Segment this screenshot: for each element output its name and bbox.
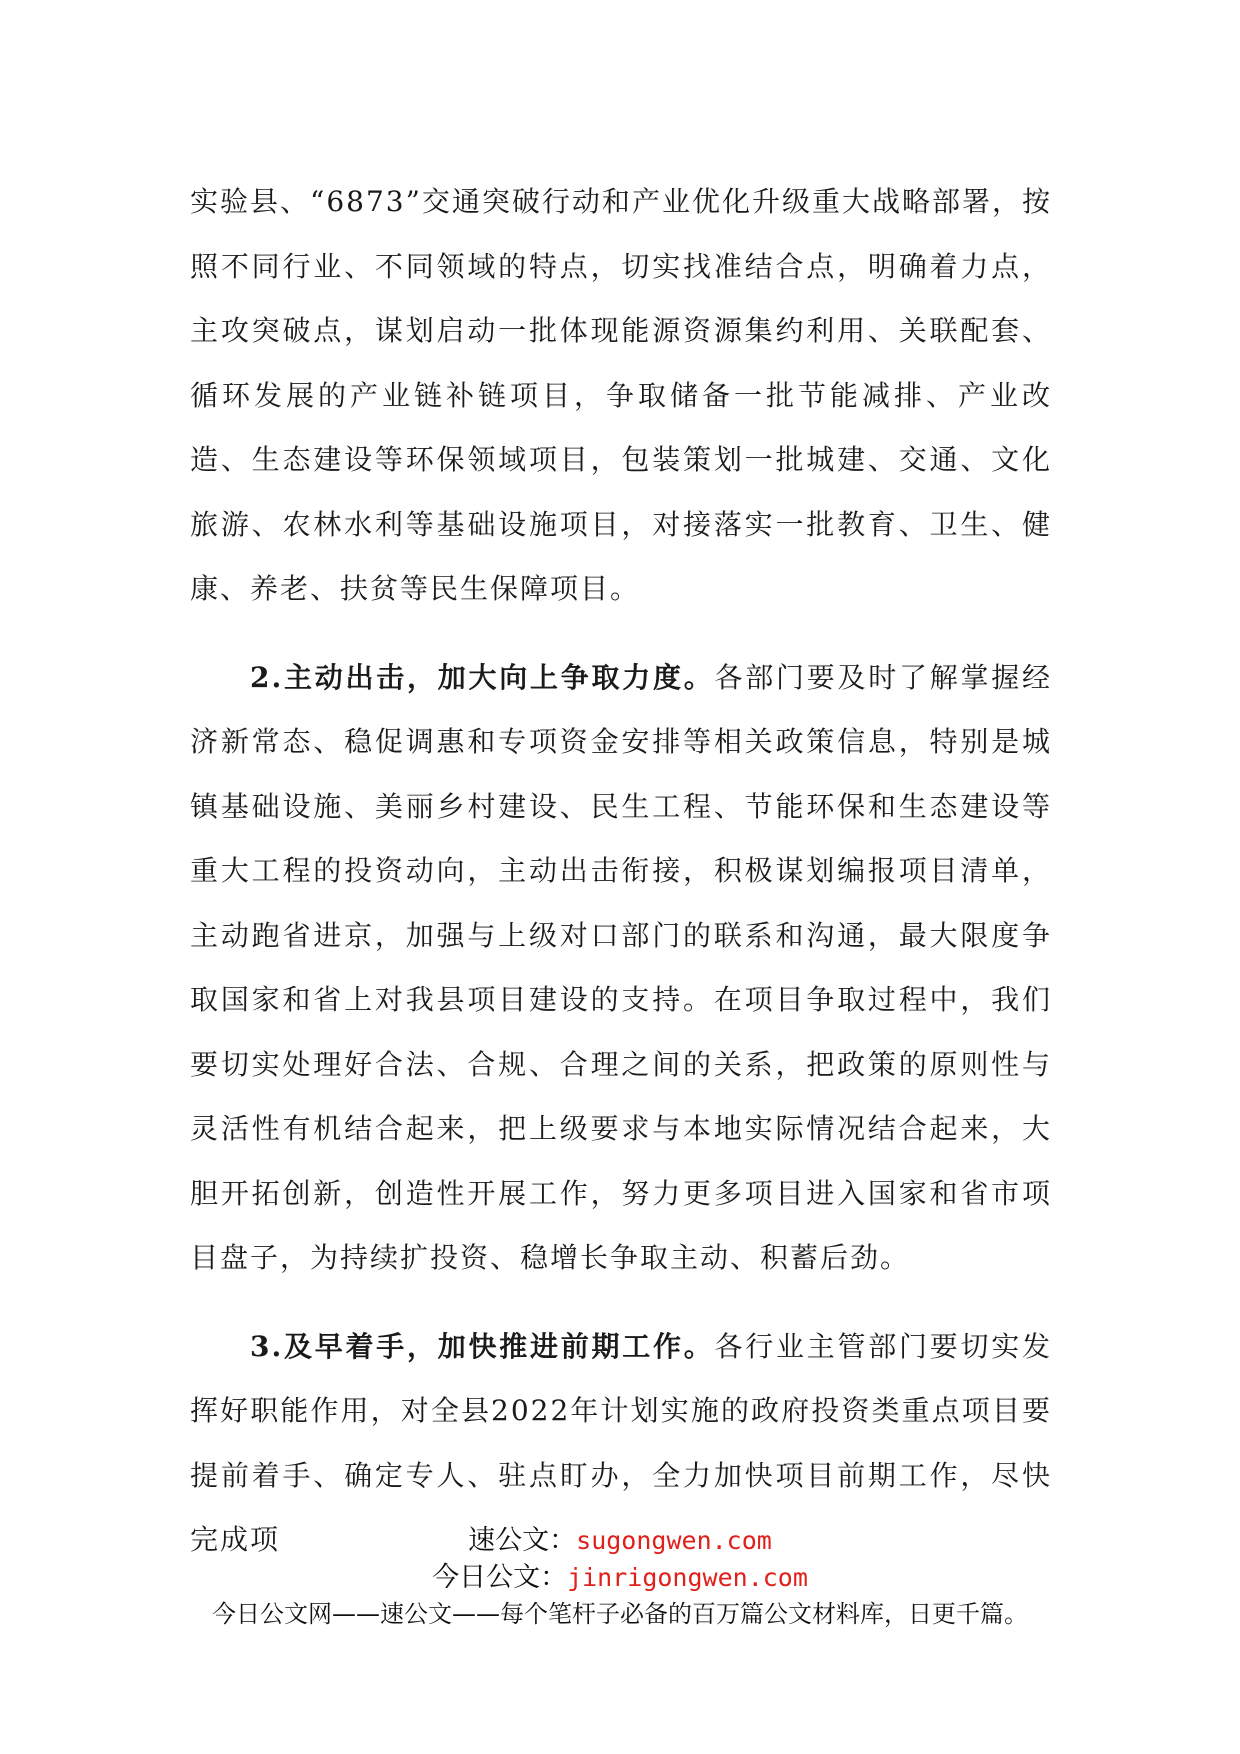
- footer-line-jinrigongwen: [0, 1559, 1240, 1596]
- section-2-paragraph: [190, 646, 1052, 1291]
- section-2-body: 各部门要及时了解掌握经济新常态、稳促调惠和专项资金安排等相关政策信息，特别是城镇基础设施、美丽乡村建设、民生工程、节能环保和生态建设等重大工程的投资动向，主动出击衔接，积极谋划编报项目清单，主动跑省进京，加强与上级对口部门的联系和沟通，最大限度争取国家和省上对我县项目建设的支持。在项目争取过程中，我们要切实处理好合法、合规、合理之间的关系，把政策的原则性与灵活性有机结合起来，把上级要求与本地实际情况结合起来，大胆开拓创新，创造性开展工作，努力更多项目进入国家和省市项目盘子，为持续扩投资、稳增长争取主动、积蓄后劲。: [190, 660, 1052, 1274]
- continuation-paragraph: 实验县、“6873”交通突破行动和产业优化升级重大战略部署，按照不同行业、不同领域的特点，切实找准结合点，明确着力点，主攻突破点，谋划启动一批体现能源资源集约利用、关联配套、循环发展的产业链补链项目，争取储备一批节能减排、产业改造、生态建设等环保领域项目，包装策划一批城建、交通、文化旅游、农林水利等基础设施项目，对接落实一批教育、卫生、健康、养老、扶贫等民生保障项目。: [190, 185, 1052, 605]
- footer-label-jinrigongwen: 今日公文：: [432, 1562, 568, 1593]
- section-2-heading: 2.主动出击，加大向上争取力度。: [250, 660, 715, 694]
- footer-line-sugongwen: [0, 1522, 1240, 1559]
- footer-label-sugongwen: 速公文：: [468, 1525, 577, 1556]
- footer-link-jinrigongwen[interactable]: jinrigongwen.com: [567, 1563, 808, 1592]
- document-body: [190, 170, 1052, 1573]
- footer-tagline: 今日公文网——速公文——每个笔杆子必备的百万篇公文材料库，日更千篇。: [212, 1600, 1028, 1628]
- section-3-body: 各行业主管部门要切实发挥好职能作用，对全县2022年计划实施的政府投资类重点项目要提前着手、确定专人、驻点盯办，全力加快项目前期工作，尽快完成项: [190, 1329, 1052, 1556]
- footer: [0, 1522, 1240, 1632]
- footer-link-sugongwen[interactable]: sugongwen.com: [576, 1526, 772, 1555]
- section-3-heading: 3.及早着手，加快推进前期工作。: [250, 1329, 715, 1363]
